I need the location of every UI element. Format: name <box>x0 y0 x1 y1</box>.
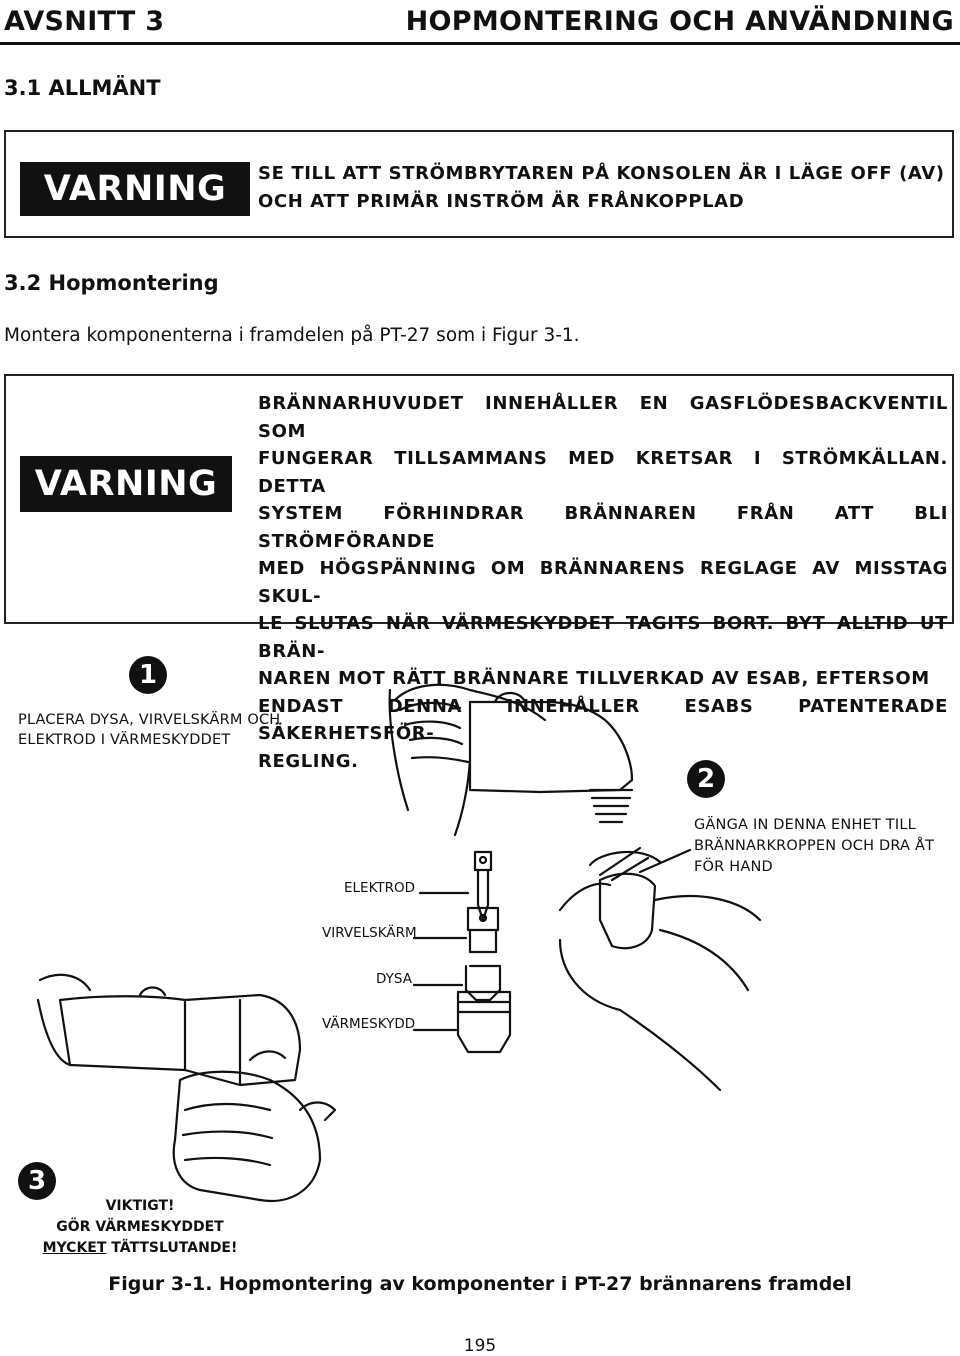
step2-line3: FÖR HAND <box>694 859 773 875</box>
bottom-torch-body <box>60 995 300 1085</box>
step-3-text <box>40 1196 240 1259</box>
step3-line3-rest: TÄTTSLUTANDE! <box>106 1240 238 1256</box>
warning2-line: FUNGERAR TILLSAMMANS MED KRETSAR I STRÖMKÄLLAN. DETTA <box>258 448 948 497</box>
warning-label-2: VARNING <box>20 456 232 512</box>
part-label-dysa: DYSA <box>376 971 412 987</box>
step3-emphasis: MYCKET <box>42 1240 107 1256</box>
part-label-varmeskydd: VÄRMESKYDD <box>322 1016 416 1032</box>
warning2-line: LE SLUTAS NÄR VÄRMESKYDDET TAGITS BORT. BYT ALLTID UT BRÄN- <box>258 613 948 662</box>
warning1-line1: SE TILL ATT STRÖMBRYTAREN PÅ KONSOLEN ÄR I LÄGE OFF (AV) <box>258 163 945 184</box>
section-number: AVSNITT 3 <box>4 6 165 37</box>
heading-3-2: 3.2 Hopmontering <box>4 271 219 295</box>
section-title: HOPMONTERING OCH ANVÄNDNING <box>405 6 954 37</box>
electrode-drawing <box>475 852 491 870</box>
top-torch-threads <box>590 790 632 822</box>
step-2-badge: 2 <box>687 760 725 798</box>
warning-text-1 <box>258 160 948 215</box>
step3-line2: GÖR VÄRMESKYDDET <box>56 1219 224 1235</box>
step-2-text <box>694 815 934 878</box>
leader-step2 <box>640 850 690 872</box>
part-label-virvelskarm: VIRVELSKÄRM <box>322 925 417 941</box>
warning-box-1 <box>4 130 954 238</box>
figure-caption: Figur 3-1. Hopmontering av komponenter i PT-27 brännarens framdel <box>108 1273 852 1295</box>
step-1-text <box>18 710 280 750</box>
heading-3-1: 3.1 ALLMÄNT <box>4 76 161 100</box>
header-rule <box>0 42 960 45</box>
page-number: 195 <box>463 1336 497 1356</box>
step3-line3 <box>40 1238 240 1259</box>
warning2-line: REGLING. <box>258 750 359 772</box>
warning-label-1: VARNING <box>20 162 250 216</box>
warning1-line2: OCH ATT PRIMÄR INSTRÖM ÄR FRÅNKOPPLAD <box>258 190 745 212</box>
warning2-line: BRÄNNARHUVUDET INNEHÅLLER EN GASFLÖDESBACKVENTIL SOM <box>258 393 948 442</box>
step2-line1: GÄNGA IN DENNA ENHET TILL <box>694 817 916 833</box>
nozzle-drawing <box>466 966 500 1000</box>
step1-line1: PLACERA DYSA, VIRVELSKÄRM OCH <box>18 712 281 728</box>
body-text-3-2: Montera komponenterna i framdelen på PT-27 som i Figur 3-1. <box>4 325 580 346</box>
bottom-hand-drawing <box>174 1072 320 1201</box>
step2-line2: BRÄNNARKROPPEN OCH DRA ÅT <box>694 838 935 854</box>
warning2-line: SYSTEM FÖRHINDRAR BRÄNNAREN FRÅN ATT BLI STRÖMFÖRANDE <box>258 503 948 552</box>
step3-line1: VIKTIGT! <box>105 1198 175 1214</box>
warning2-line: NAREN MOT RÄTT BRÄNNARE TILLVERKAD AV ESAB, EFTERSOM <box>258 668 930 689</box>
warning2-line: MED HÖGSPÄNNING OM BRÄNNARENS REGLAGE AV MISSTAG SKUL- <box>258 558 948 607</box>
step1-line2: ELEKTROD I VÄRMESKYDDET <box>18 732 231 748</box>
top-torch-head <box>470 702 632 792</box>
step-1-badge: 1 <box>129 656 167 694</box>
part-label-elektrod: ELEKTROD <box>344 880 416 896</box>
top-hand-wrist <box>390 690 470 835</box>
warning2-line: ENDAST DENNA INNEHÅLLER ESABS PATENTERADE SÄKERHETSFÖR- <box>258 695 948 744</box>
step-3-badge: 3 <box>18 1162 56 1200</box>
